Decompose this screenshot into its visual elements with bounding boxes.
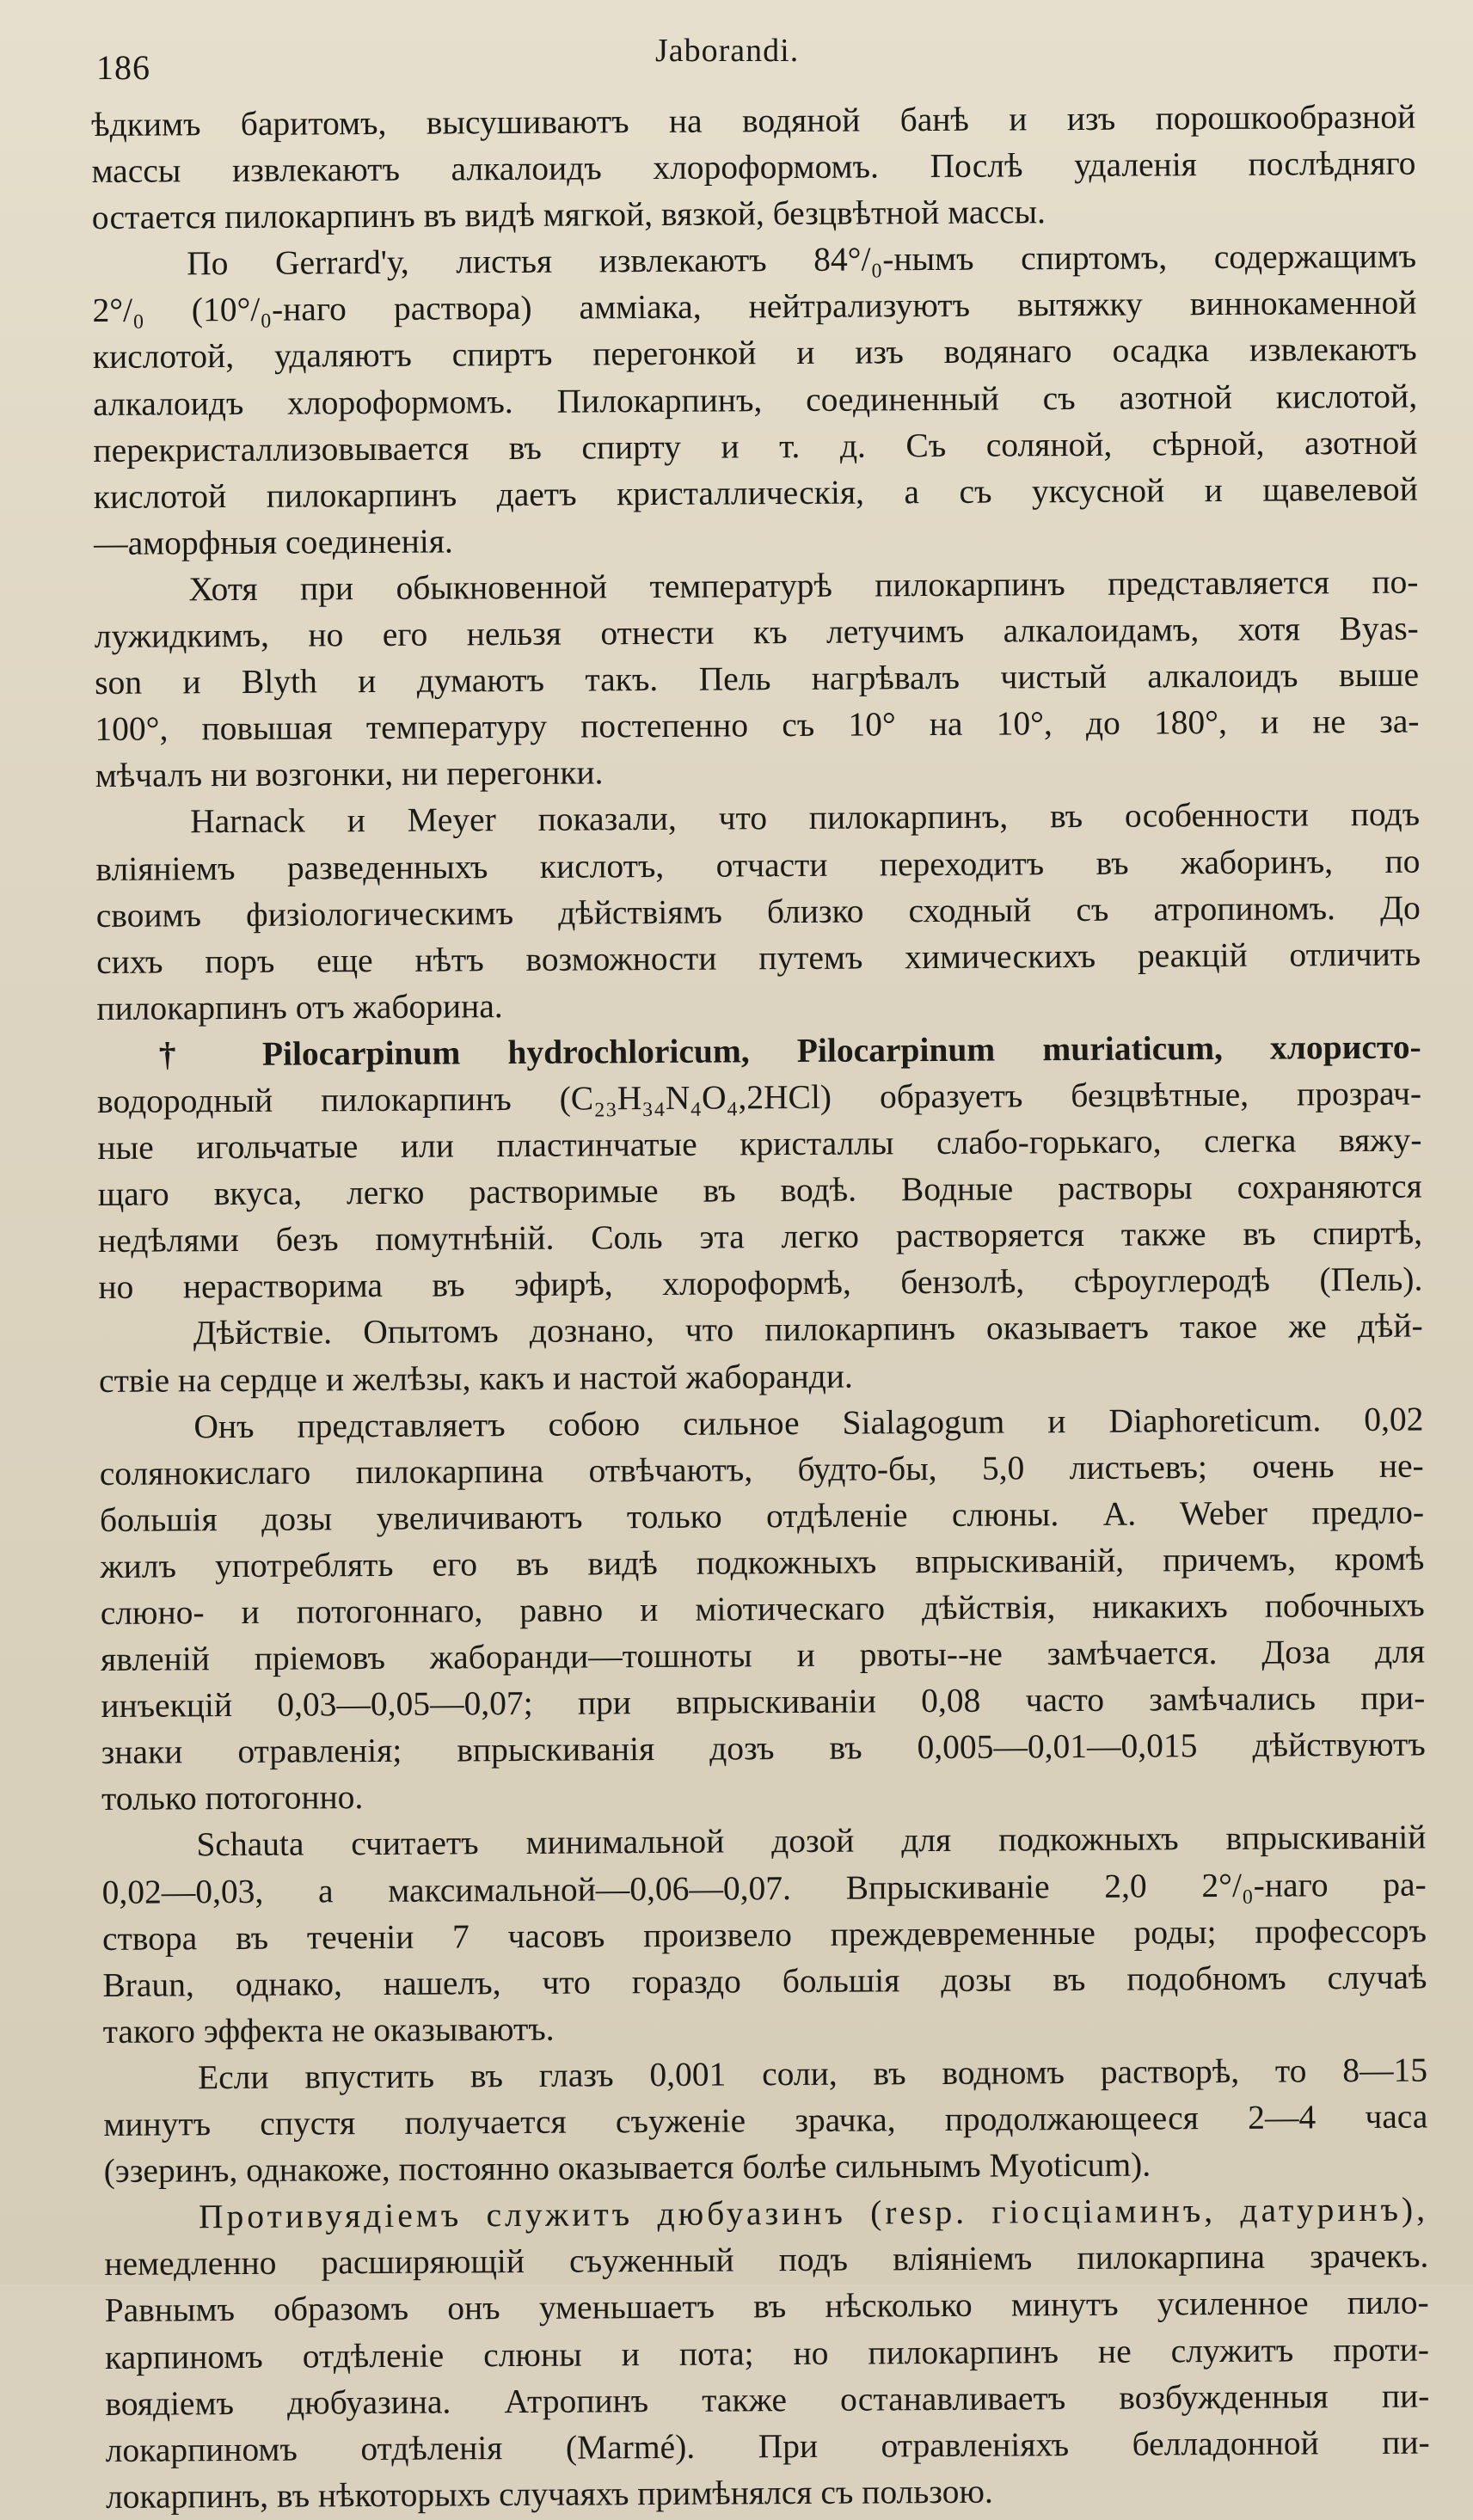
text-line: Если впустить въ глазъ 0,001 соли, въ водномъ растворѣ, то 8—15 <box>197 2051 1428 2097</box>
text-line: водородный пилокарпинъ (C₂₃H₃₄N₄O₄,2HCl) образуетъ безцвѣтные, прозрач- <box>96 1074 1422 1120</box>
text-line: Braun, однако, нашелъ, что гораздо большія дозы въ подобномъ случаѣ <box>102 1958 1427 2004</box>
text-line: ствіе на сердце и желѣзы, какъ и настой жаборанди. <box>98 1357 853 1400</box>
text-line: но нерастворима въ эфирѣ, хлороформѣ, бензолѣ, сѣроуглеродѣ (Пель). <box>98 1260 1423 1307</box>
text-line: (эзеринъ, однакоже, постоянно оказывается болѣе сильнымъ Myoticum). <box>103 2145 1151 2191</box>
text-line: своимъ физіологическимъ дѣйствіямъ близко сходный съ атропиномъ. До <box>95 888 1421 935</box>
text-line: немедленно расширяющій съуженный подъ вліяніемъ пилокарпина зрачекъ. <box>104 2236 1429 2284</box>
text-line: лужидкимъ, но его нельзя отнести къ летучимъ алкалоидамъ, хотя Byas- <box>94 609 1419 656</box>
text-line: Harnack и Meyer показали, что пилокарпинъ, въ особенности подъ <box>189 794 1421 841</box>
text-line: вліяніемъ разведенныхъ кислотъ, отчасти переходитъ въ жаборинъ, по <box>95 842 1421 888</box>
text-line: инъекцій 0,03—0,05—0,07; при впрыскиваніи 0,08 часто замѣчались при- <box>101 1678 1426 1726</box>
text-line: знаки отравленія; впрыскиванія дозъ въ 0,005—0,01—0,015 дѣйствуютъ <box>101 1725 1426 1772</box>
text-line: жилъ употреблять его въ видѣ подкожныхъ впрыскиваній, причемъ, кромѣ <box>100 1539 1425 1585</box>
text-line: Хотя при обыкновенной температурѣ пилокарпинъ представляется по- <box>188 562 1419 609</box>
text-line: Дѣйствіе. Опытомъ дознано, что пилокарпинъ оказываетъ такое же дѣй- <box>193 1307 1423 1352</box>
text-line: алкалоидъ хлороформомъ. Пилокарпинъ, соединенный съ азотной кислотой, <box>93 377 1418 423</box>
text-line: кислотой, удаляютъ спиртъ перегонкой и изъ водянаго осадка извлекаютъ <box>92 330 1417 377</box>
text-line: мѣчалъ ни возгонки, ни перегонки. <box>95 753 604 795</box>
text-line: пилокарпинъ отъ жаборина. <box>96 986 503 1027</box>
text-line: карпиномъ отдѣленіе слюны и пота; но пилокарпинъ не служитъ проти- <box>104 2330 1430 2376</box>
text-line: Онъ представляетъ собою сильное Sialagogum и Diaphoreticum. 0,02 <box>193 1400 1424 1445</box>
text-line: кислотой пилокарпинъ даетъ кристаллическія, а съ уксусной и щавелевой <box>93 469 1418 516</box>
text-line: недѣлями безъ помутнѣній. Соль эта легко растворяется также въ спиртѣ, <box>97 1213 1423 1260</box>
text-line: son и Blyth и думаютъ такъ. Пель нагрѣвалъ чистый алкалоидъ выше <box>94 655 1420 702</box>
text-line: сихъ поръ еще нѣтъ возможности путемъ химическихъ реакцій отличить <box>95 935 1421 981</box>
text-line: —аморфныя соединенія. <box>94 522 453 562</box>
page-header <box>96 28 1386 87</box>
text-line: массы извлекаютъ алкалоидъ хлороформомъ. Послѣ удаленія послѣдняго <box>91 144 1416 191</box>
body-text <box>91 94 1430 2520</box>
running-head: Jaborandi. <box>655 33 800 69</box>
text-line: Противуядіемъ служитъ дюбуазинъ (resp. гіосціаминъ, датуринъ), <box>198 2190 1429 2236</box>
text-line: большія дозы увеличиваютъ только отдѣленіе слюны. A. Weber предло- <box>99 1493 1425 1539</box>
text-line: слюно- и потогоннаго, равно и міотическаго дѣйствія, никакихъ побочныхъ <box>100 1585 1425 1632</box>
text-line: † Pilocarpinum hydrochloricum, Pilocarpinum muriaticum, хлористо- <box>158 1027 1421 1074</box>
text-line: 2°/₀ (10°/₀-наго раствора) амміака, нейтрализуютъ вытяжку виннокаменной <box>92 283 1417 330</box>
text-line: только потогонно. <box>101 1778 364 1818</box>
text-line: перекристаллизовывается въ спирту и т. д. Съ соляной, сѣрной, азотной <box>93 423 1418 469</box>
text-line: Равнымъ образомъ онъ уменьшаетъ въ нѣсколько минутъ усиленное пило- <box>104 2283 1429 2330</box>
text-line: минутъ спустя получается съуженіе зрачка, продолжающееся 2—4 часа <box>103 2097 1428 2143</box>
text-line: щаго вкуса, легко растворимые въ водѣ. Водные растворы сохраняются <box>97 1167 1422 1214</box>
text-line: воядіемъ дюбуазина. Атропинъ также останавливаетъ возбужденныя пи- <box>105 2376 1430 2423</box>
text-line: ные игольчатые или пластинчатые кристаллы слабо-горькаго, слегка вяжу- <box>97 1120 1422 1168</box>
text-line: ѣдкимъ баритомъ, высушиваютъ на водяной банѣ и изъ порошкообразной <box>91 97 1416 144</box>
text-line: 100°, повышая температуру постепенно съ 10° на 10°, до 180°, и не за- <box>95 702 1420 749</box>
text-line: Schauta считаетъ минимальной дозой для подкожныхъ впрыскиваній <box>196 1818 1427 1864</box>
page-number: 186 <box>96 48 150 87</box>
text-line: По Gerrard'у, листья извлекаютъ 84°/₀-нымъ спиртомъ, содержащимъ <box>187 236 1417 283</box>
text-line: остается пилокарпинъ въ видѣ мягкой, вязкой, безцвѣтной массы. <box>91 193 1046 237</box>
text-line: солянокислаго пилокарпина отвѣчаютъ, будто-бы, 5,0 листьевъ; очень не- <box>99 1446 1424 1493</box>
text-line: 0,02—0,03, а максимальной—0,06—0,07. Впрыскиваніе 2,0 2°/₀-наго ра- <box>101 1865 1427 1911</box>
text-line: створа въ теченіи 7 часовъ произвело преждевременные роды; профессоръ <box>101 1911 1427 1958</box>
text-line: такого эффекта не оказываютъ. <box>102 2009 555 2051</box>
text-line: локарпиномъ отдѣленія (Marmé). При отравленіяхъ белладонной пи- <box>105 2423 1430 2469</box>
text-line: явленій пріемовъ жаборанди—тошноты и рвоты--не замѣчается. Доза для <box>100 1632 1426 1679</box>
text-line: локарпинъ, въ нѣкоторыхъ случаяхъ примѣнялся съ пользою. <box>105 2472 993 2516</box>
